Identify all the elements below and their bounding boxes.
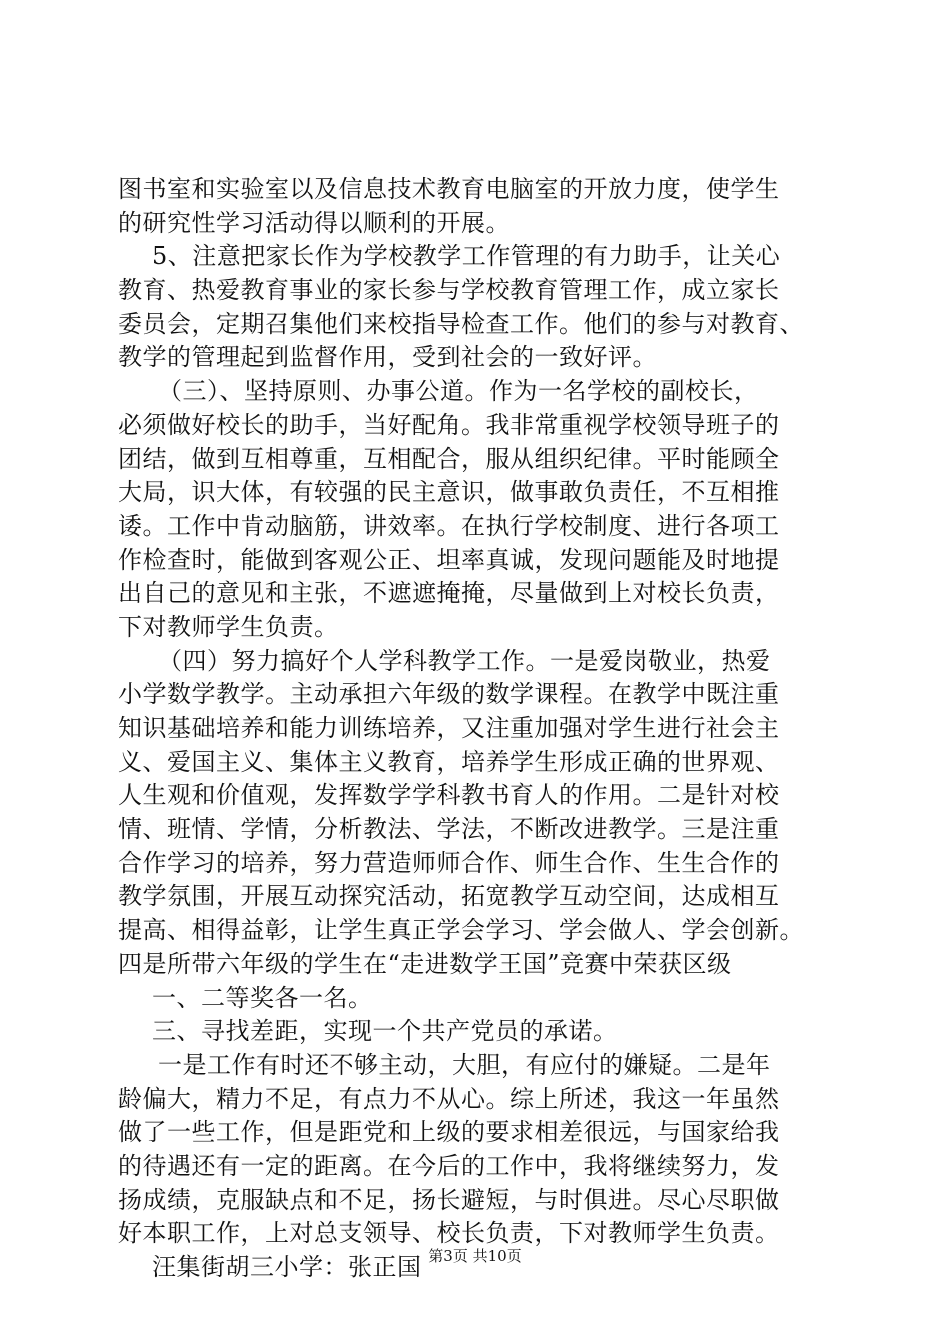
text-line: 教学的管理起到监督作用，受到社会的一致好评。 (118, 343, 657, 372)
text-line: 一是工作有时还不够主动，大胆，有应付的嫌疑。二是年 (158, 1050, 771, 1079)
text-line: 好本职工作，上对总支领导、校长负责，下对教师学生负责。 (118, 1219, 780, 1248)
text-line: 作检查时，能做到客观公正、坦率真诚，发现问题能及时地提 (118, 545, 780, 574)
text-line: 下对教师学生负责。 (118, 612, 339, 641)
text-line: 大局，识大体，有较强的民主意识，做事敢负责任，不互相推 (118, 478, 780, 507)
document-body (118, 173, 858, 1285)
text-line: 团结，做到互相尊重，互相配合，服从组织纪律。平时能顾全 (118, 444, 780, 473)
text-line: 龄偏大，精力不足，有点力不从心。综上所述，我这一年虽然 (118, 1084, 780, 1113)
text-line: 做了一些工作，但是距党和上级的要求相差很远，与国家给我 (118, 1118, 780, 1147)
text-line: 合作学习的培养，努力营造师师合作、师生合作、生生合作的 (118, 848, 780, 877)
text-line: 教育、热爱教育事业的家长参与学校教育管理工作，成立家长 (118, 276, 780, 305)
text-line: （四）努力搞好个人学科教学工作。一是爱岗敬业，热爱 (158, 646, 771, 675)
text-line: 5、注意把家长作为学校教学工作管理的有力助手，让关心 (152, 242, 781, 271)
text-line: 提高、相得益彰，让学生真正学会学习、学会做人、学会创新。 (118, 916, 804, 945)
text-line: 委员会，定期召集他们来校指导检查工作。他们的参与对教育、 (118, 309, 804, 338)
text-line: 的研究性学习活动得以顺利的开展。 (118, 208, 510, 237)
text-line: 一、二等奖各一名。 (152, 983, 373, 1012)
text-line: （三）、坚持原则、办事公道。作为一名学校的副校长， (158, 377, 759, 406)
text-line: 小学数学教学。主动承担六年级的数学课程。在教学中既注重 (118, 680, 780, 709)
text-line: 情、班情、学情，分析教法、学法，不断改进教学。三是注重 (118, 815, 780, 844)
text-line: 必须做好校长的助手，当好配角。我非常重视学校领导班子的 (118, 410, 780, 439)
text-line: 图书室和实验室以及信息技术教育电脑室的开放力度，使学生 (118, 175, 780, 203)
text-line: 人生观和价值观，发挥数学学科教书育人的作用。二是针对校 (118, 781, 780, 810)
text-line: 义、爱国主义、集体主义教育，培养学生形成正确的世界观、 (118, 747, 780, 776)
page-number-footer: 第3页 共10页 (428, 1247, 522, 1265)
signature-line: 汪集街胡三小学：张正国 (152, 1253, 422, 1281)
text-line: 知识基础培养和能力训练培养，又注重加强对学生进行社会主 (118, 714, 780, 742)
text-line: 扬成绩，克服缺点和不足，扬长避短，与时俱进。尽心尽职做 (118, 1185, 780, 1214)
text-line: 教学氛围，开展互动探究活动，拓宽教学互动空间，达成相互 (118, 882, 780, 911)
text-line: 诿。工作中肯动脑筋，讲效率。在执行学校制度、进行各项工 (118, 511, 780, 540)
text-line: 出自己的意见和主张，不遮遮掩掩，尽量做到上对校长负责， (118, 579, 780, 608)
text-line: 四是所带六年级的学生在“走进数学王国”竞赛中荣获区级 (118, 949, 732, 978)
text-line: 三、寻找差距，实现一个共产党员的承诺。 (152, 1017, 618, 1046)
text-line: 的待遇还有一定的距离。在今后的工作中，我将继续努力，发 (118, 1151, 780, 1180)
